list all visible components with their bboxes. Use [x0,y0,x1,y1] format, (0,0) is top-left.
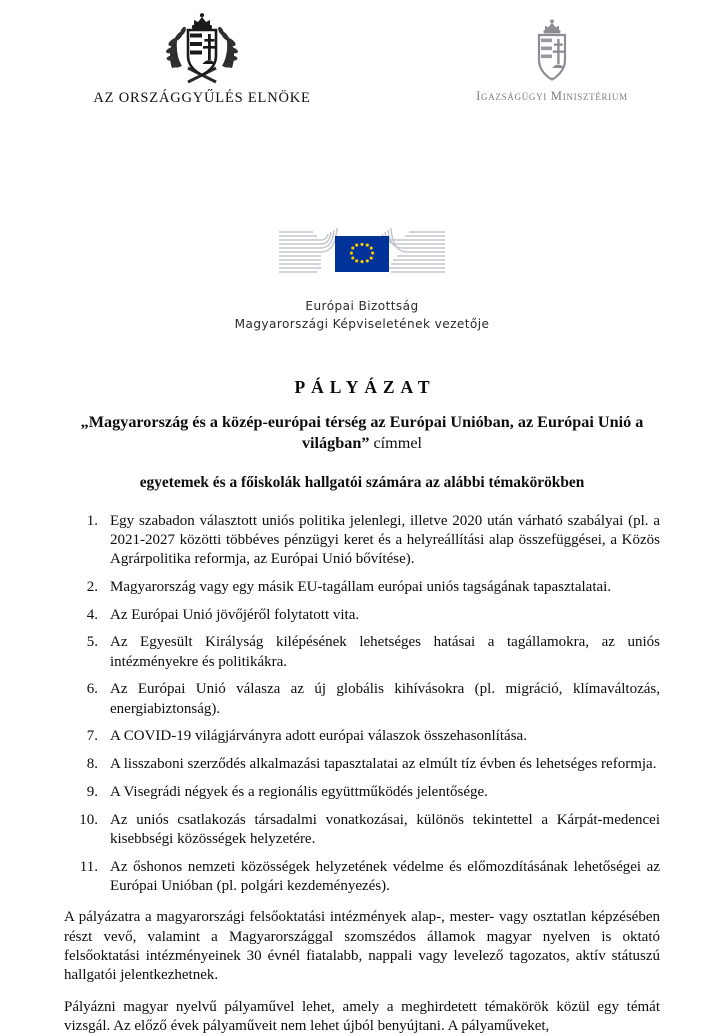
topic-text: A COVID-19 világjárványra adott európai válaszok összehasonlítása. [110,728,527,745]
european-commission-flag-icon [277,222,447,282]
letterhead-left [68,8,336,107]
list-item [64,811,660,850]
list-item [64,755,660,774]
topic-number: 7. [86,728,98,745]
topic-text: A Visegrádi négyek és a regionális együttműködés jelentősége. [110,783,488,800]
eligibility-paragraph: A pályázatra a magyarországi felsőoktatási intézmények alap-, mester- vagy osztatlan képzésében részt vevő, valamint a Magyarországgal szomszédos államok magyar nyelven is oktató felsőoktatási intézményeinek 30 évnél fiatalabb, nappali vagy levelező tagozatos, aktív státuszú hallgatói jelentkezhetnek. [64,909,660,984]
hungarian-coat-of-arms-with-branches-icon [68,8,336,84]
list-item [64,578,660,597]
topic-text: Az uniós csatlakozás társadalmi vonatkozásai, különös tekintettel a Kárpát-medencei kisebbségi közösségek helyzetére. [110,811,660,847]
list-item [64,512,660,570]
topic-number: 11. [79,858,98,875]
topic-number: 10. [79,811,98,828]
topic-text: Egy szabadon választott uniós politika jelenlegi, illetve 2020 után várható szabályai (pl. a 2021-2027 közötti többéves pénzügyi keret és a helyreállítási alap összefüggései, a Közös Agrárpolitika reformja, az Európai Unió bővítése). [110,512,660,568]
topic-number: 1. [86,512,98,529]
topic-number: 6. [86,681,98,698]
list-item [64,633,660,672]
hungarian-coat-of-arms-icon [436,10,668,84]
eligibility-heading: egyetemek és a főiskolák hallgatói számára az alábbi témakörökben [139,473,585,491]
topic-text: Magyarország vagy egy másik EU-tagállam európai uniós tagságának tapasztalatai. [110,578,612,595]
competition-subtitle-suffix: címmel [369,433,423,452]
topic-number: 5. [86,634,98,651]
topic-number: 4. [86,606,98,623]
competition-subtitle-quoted: „Magyarország és a közép-európai térség az Európai Unióban, az Európai Unió a világban” [80,413,644,452]
european-commission-logo [64,222,660,333]
page-title: PÁLYÁZAT [294,377,436,398]
list-item [64,680,660,719]
topic-text: Az őshonos nemzeti közösségek helyzetének védelme és előmozdításának lehetőségei az Európai Unióban (pl. polgári kezdeményezés). [110,858,660,895]
topic-list [64,512,660,897]
topic-number: 9. [86,783,98,800]
topic-text: Az Európai Unió válasza az új globális kihívásokra (pl. migráció, klímaváltozás, energiabiztonság). [110,681,660,717]
ec-caption-line-2: Magyarországi Képviseletének vezetője [234,316,490,331]
topic-text: A lisszaboni szerződés alkalmazási tapasztalatai az elmúlt tíz évben és lehetséges reformja. [110,756,657,773]
letterhead-right [436,10,668,104]
letterhead [64,0,660,180]
submission-paragraph: Pályázni magyar nyelvű pályaművel lehet, amely a meghirdetett témakörök közül egy témát vizsgál. Az előző évek pályaműveit nem lehet újból benyújtani. A pályaműveket, [64,998,660,1034]
topic-number: 8. [86,756,98,773]
topic-number: 2. [86,578,98,595]
list-item [64,606,660,625]
list-item [64,783,660,802]
ec-caption-line-1: Európai Bizottság [305,299,419,313]
letterhead-left-caption: AZ ORSZÁGGYŰLÉS ELNÖKE [93,90,311,106]
list-item [64,858,660,897]
letterhead-right-caption: Igazságügyi Minisztérium [476,89,628,103]
topic-text: Az Európai Unió jövőjéről folytatott vita. [110,606,360,623]
european-commission-caption [64,298,660,333]
competition-subtitle [64,412,660,453]
list-item [64,727,660,746]
topic-text: Az Egyesült Királyság kilépésének lehetséges hatásai a tagállamokra, az uniós intézményekre és politikákra. [110,634,660,670]
